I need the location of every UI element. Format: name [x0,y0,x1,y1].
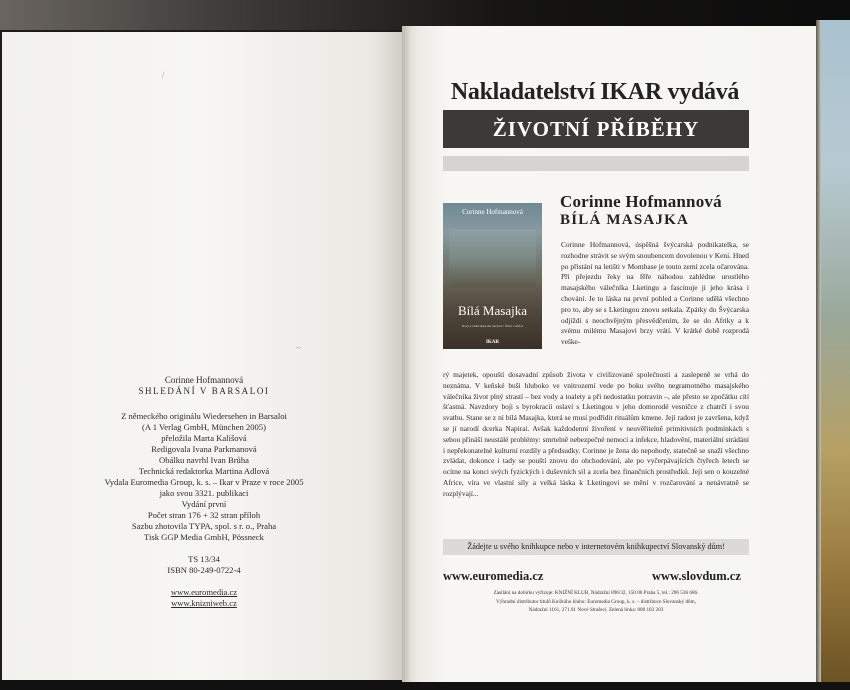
imprint-author: Corinne Hofmannová [164,375,244,385]
cover-illustration [449,229,536,287]
cover-subtitle: Nový a velká láska mé osudové • Život v Africe [461,324,524,328]
url-euromedia[interactable]: www.euromedia.cz [443,569,544,583]
url-slovdum[interactable]: www.slovdum.cz [652,569,741,583]
imprint-book-title: SHLEDÁNÍ V BARSALOI [138,386,270,396]
cover-publisher-logo: IKAR [485,340,500,345]
footer-line: Zasílání na dobírku vyřizuje: KNIŽNÍ KLUB, Nádražní 896/32, 150 00 Praha 5, tel.: 296 536 686. [493,590,699,596]
imprint-line: přeložila Marta Kališová [161,433,247,443]
description-paragraph: Corinne Hofmannová, úspěšná švýcarská podnikatelka, se rozhodne strávit se svým snoubencem dovolenou v Keni. Hned po přistání na letišti v Mombase je touto zemí zcela očarována. Při přejezdu řeky na fěře náhodou zahlédne urostlého masajského válečníka Lketingu a fascinuje ji jeho krása i chování. Je to láska na první pohled a Corinne udělá všechno pro to, aby se s Lketingou znovu setkala. Zpátky do Švýcarska odjíždí s neochvějným přesvědčením, že se do Afriky a k svému milému Masajovi brzy vrátí. V krátké době rozprodá veške- [561,240,749,347]
imprint-line: jako svou 3321. publikaci [159,488,249,498]
divider-bar [443,156,749,171]
imprint-line: Vydání první [181,499,227,509]
footer-line: Nádražní 1161, 271 01 Nové Strašecí. Zelená linka: 800 103 203 [528,607,664,613]
cover-author: Corinne Hofmannová [462,208,523,216]
imprint-line: Tisk GGP Media GmbH, Pössneck [144,532,264,542]
footer-contact [443,589,749,615]
book-edge [816,20,850,682]
call-to-action-banner: Žádejte u svého knihkupce nebo v internetovém knihkupectví Slovanský dům! [443,539,749,555]
series-banner: ŽIVOTNÍ PŘÍBĚHY [443,110,749,148]
page-mark: ~ [296,343,301,353]
isbn: ISBN 80-249-0722-4 [167,565,241,575]
imprint-line: Počet stran 176 + 32 stran příloh [147,510,261,520]
imprint-line: Technická redaktorka Martina Adlová [138,466,270,476]
imprint-block [60,375,348,609]
imprint-line: Z německého originálu Wiedersehen in Barsaloi [121,411,287,421]
cover-title: Bílá Masajka [458,303,527,318]
description-paragraph-continued: rý majetek, opouští dosavadní způsob života v civilizované společnosti a zaslepeně se vrhá do neznáma. V keňské buši hluboko ve vnitrozemí vede po boku svého negramotného masajského válečníka život plný strastí – bez vody a toalety a při nedostatku potravin –, ale přesto se zpočátku cítí šťastná. Navzdory boji s byrokracií oslaví s Lketingou v jeho domorodé vesničce z chatrčí i svou svatbu. Stane se z ní bílá Masajka, která se musí podřídit rituálům kmene. Její radost je završena, když se jí narodí dcerka Napirai. Avšak každodenní živoření v neuvěřitelně primitivních podmínkách s sebou přináší neustálé problémy: smrtelně nebezpečné nemoci a infekce, hladovění, materiální strádání i nepřekonatelné kulturní rozdíly a předsudky. Corinne je žena do nepohody, statečně se snaží všechno zvládat, dokonce i tady se pouští znovu do obchodování, ale po vyčerpávajících čtyřech letech se ocitne na konci svých fyzických i duševních sil a zcela bez finančních prostředků. Její sen o kouzelné Africe, víra ve vlastní síly a velká láska k Lketingovi se mění v rozčarování a nenávratně se rozplývají... [443,370,749,498]
book-cover-image [443,203,542,349]
page-mark: / [162,70,165,80]
imprint-line: Redigovala Ivana Parkmanová [151,444,257,454]
imprint-line: (A 1 Verlag GmbH, München 2005) [142,422,266,432]
publisher-heading: Nakladatelství IKAR vydává [450,79,740,105]
imprint-line: Vydala Euromedia Group, k. s. – Ikar v Praze v roce 2005 [104,477,304,487]
imprint-line: Obálku navrhl Ivan Brůha [159,455,249,465]
footer-line: Výhradní distributor titulů Knižního klubu: Euromedia Group, k. s. – distribuce Slovanský dům, [496,598,696,605]
link-euromedia[interactable]: www.euromedia.cz [170,587,238,597]
link-knizniweb[interactable]: www.knizniweb.cz [171,598,237,608]
imprint-line: Sazbu zhotovila TYPA, spol. s r. o., Praha [131,521,277,531]
book-author: Corinne Hofmannová [560,192,722,211]
book-title: BÍLÁ MASAJKA [560,212,689,228]
ts-code: TS 13/34 [188,554,220,564]
